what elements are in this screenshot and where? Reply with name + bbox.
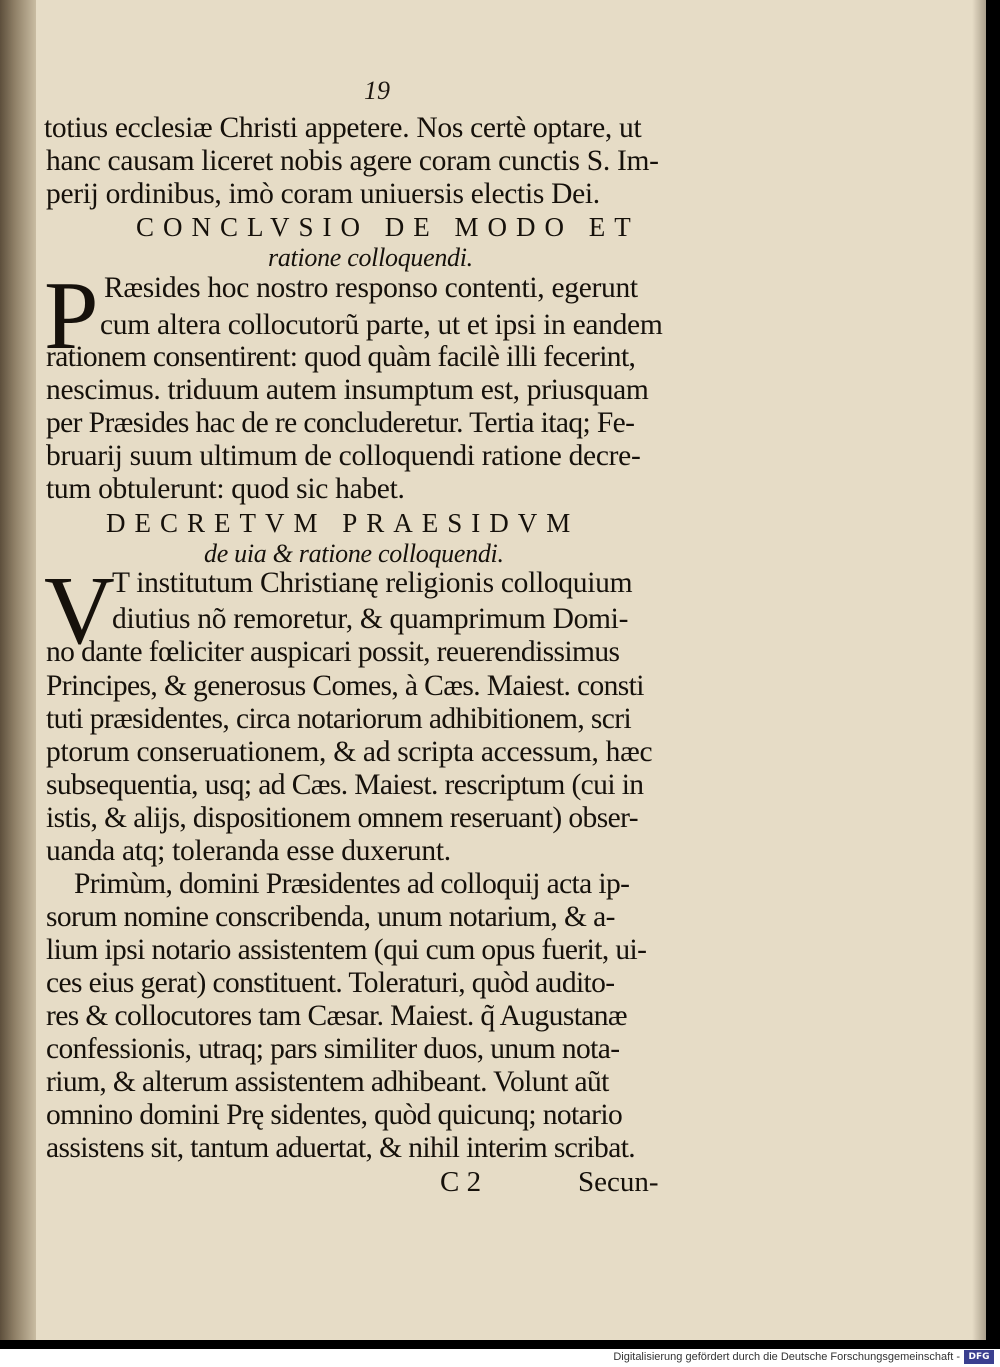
funding-credit: Digitalisierung gefördert durch die Deutsche Forschungsgemeinschaft -	[613, 1351, 960, 1363]
text-line: Ræsides hoc nostro responso contenti, egerunt	[104, 272, 638, 304]
text-line: no dante fœliciter auspicari possit, reuerendissimus	[46, 636, 620, 668]
text-line: totius ecclesiæ Christi appetere. Nos certè optare, ut	[44, 112, 642, 144]
text-line: confessionis, utraq; pars similiter duos, unum nota-	[46, 1033, 620, 1065]
page-edge-shadow	[972, 0, 986, 1340]
text-line: lium ipsi notario assistentem (qui cum opus fuerit, ui-	[46, 934, 647, 966]
text-line: sorum nomine conscribenda, unum notarium, & a-	[46, 901, 615, 933]
text-line: istis, & alijs, dispositionem omnem reseruant) obser-	[46, 802, 638, 834]
dfg-logo: DFG	[964, 1350, 994, 1364]
drop-cap: V	[44, 557, 115, 665]
catchword: Secun-	[578, 1166, 659, 1198]
text-line: T institutum Christianę religionis colloquium	[112, 567, 633, 599]
text-line: ptorum conseruationem, & ad scripta accessum, hæc	[46, 736, 653, 768]
text-line: tum obtulerunt: quod sic habet.	[46, 473, 405, 505]
text-line: perij ordinibus, imò coram uniuersis electis Dei.	[46, 178, 600, 210]
text-line: tuti præsidentes, circa notariorum adhibitionem, scri	[46, 703, 632, 735]
text-line: res & collocutores tam Cæsar. Maiest. q̃ Augustanæ	[46, 1000, 628, 1032]
text-line: omnino domini Prę sidentes, quòd quicunq; notario	[46, 1099, 623, 1131]
text-line: uanda atq; toleranda esse duxerunt.	[46, 835, 451, 867]
text-line: Primùm, domini Præsidentes ad colloquij acta ip-	[74, 868, 630, 900]
text-line: nescimus. triduum autem insumptum est, priusquam	[46, 374, 649, 406]
text-line: hanc causam liceret nobis agere coram cunctis S. Im-	[46, 145, 659, 177]
text-line: Principes, & generosus Comes, à Cæs. Maiest. consti	[46, 670, 644, 702]
text-line: subsequentia, usq; ad Cæs. Maiest. rescriptum (cui in	[46, 769, 644, 801]
drop-cap: P	[44, 262, 99, 370]
section-heading: DECRETVM PRAESIDVM	[106, 508, 580, 538]
binding-gutter	[0, 0, 36, 1340]
signature-mark: C 2	[440, 1166, 482, 1198]
page-number: 19	[364, 76, 390, 105]
text-line: bruarij suum ultimum de colloquendi ratione decre-	[46, 440, 641, 472]
text-line: diutius nõ remoretur, & quamprimum Domi-	[112, 603, 629, 635]
text-line: assistens sit, tantum aduertat, & nihil interim scribat.	[46, 1132, 636, 1164]
text-line: rium, & alterum assistentem adhibeant. Volunt aũt	[46, 1066, 609, 1098]
text-line: rationem consentirent: quod quàm facilè illi fecerint,	[46, 341, 636, 373]
text-line: ces eius gerat) constituent. Toleraturi, quòd audito-	[46, 967, 615, 999]
text-line: cum altera collocutorũ parte, ut et ipsi in eandem	[100, 309, 663, 341]
section-heading: CONCLVSIO DE MODO ET	[136, 212, 640, 242]
section-subheading: de uia & ratione colloquendi.	[204, 539, 504, 568]
text-line: per Præsides hac de re concluderetur. Tertia itaq; Fe-	[46, 407, 635, 439]
section-subheading: ratione colloquendi.	[268, 243, 473, 272]
